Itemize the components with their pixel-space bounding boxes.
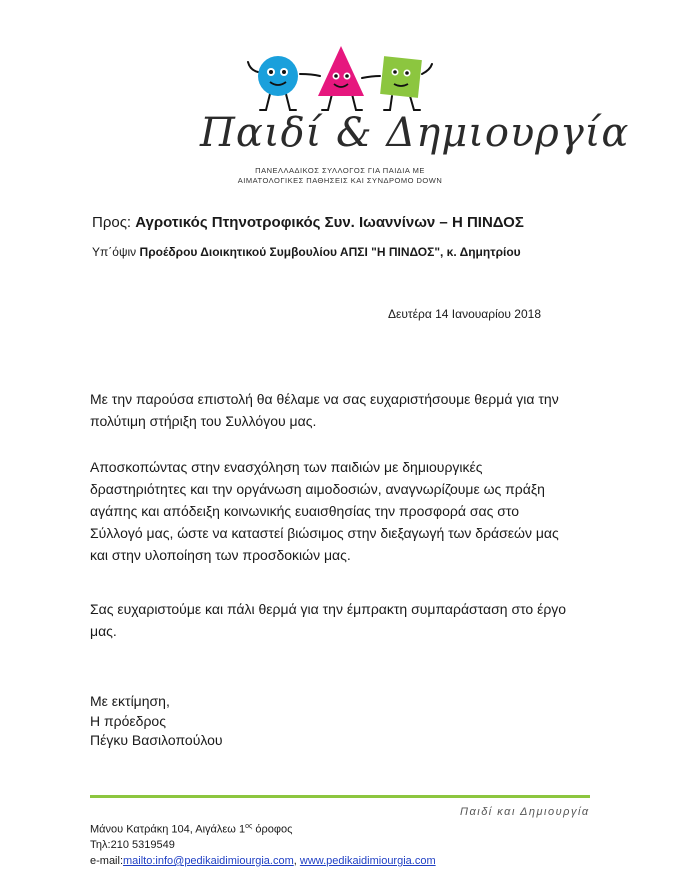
paragraph-line: μας. bbox=[90, 623, 117, 639]
email-link[interactable]: mailto:info@pedikaidimiourgia.com bbox=[123, 855, 294, 867]
logo-characters bbox=[240, 40, 440, 120]
logo-subtitle-line-2: ΑΙΜΑΤΟΛΟΓΙΚΕΣ ΠΑΘΗΣΕΙΣ ΚΑΙ ΣΥΝΔΡΟΜΟ DOWN bbox=[237, 176, 443, 185]
footer-contact bbox=[90, 855, 436, 867]
logo-wordmark: Παιδί & Δημιουργία bbox=[200, 110, 630, 156]
recipient-name: Αγροτικός Πτηνοτροφικός Συν. Ιωαννίνων – Η ΠΙΝΔΟΣ bbox=[135, 214, 524, 231]
footer-address-sup: ος bbox=[245, 823, 253, 830]
website-link[interactable]: www.pedikaidimiourgia.com bbox=[299, 855, 436, 867]
footer-address bbox=[90, 823, 292, 836]
signature-closing: Με εκτίμηση, bbox=[90, 693, 170, 709]
paragraph-1 bbox=[90, 388, 600, 432]
signature-role: Η πρόεδρος bbox=[90, 712, 166, 729]
footer-brand: Παιδί και Δημιουργία bbox=[460, 806, 590, 818]
paragraph-line: αγάπης και απόδειξη κοινωνικής ευαισθησίας την προσφορά σας στο bbox=[90, 503, 520, 519]
letter-date: Δευτέρα 14 Ιανουαρίου 2018 bbox=[388, 307, 541, 321]
paragraph-line: Με την παρούσα επιστολή θα θέλαμε να σας ευχαριστήσουμε θερμά για την bbox=[90, 391, 559, 407]
paragraph-line: Σύλλογό μας, ώστε να καταστεί βιώσιμος στην διεξαγωγή των δράσεών μας bbox=[90, 525, 559, 541]
footer-email-label: e-mail: bbox=[90, 855, 124, 867]
paragraph-line: Αποσκοπώντας στην ενασχόληση των παιδιών με δημιουργικές bbox=[90, 459, 483, 475]
recipient-prefix: Προς: bbox=[92, 214, 132, 231]
signature-block bbox=[90, 692, 223, 751]
paragraph-line: Σας ευχαριστούμε και πάλι θερμά για την έμπρακτη συμπαράσταση στο έργο bbox=[90, 601, 567, 617]
attention-name: Προέδρου Διοικητικού Συμβουλίου ΑΠΣΙ "Η ΠΙΝΔΟΣ", κ. Δημητρίου bbox=[139, 245, 521, 259]
attention-line bbox=[92, 245, 521, 259]
footer-phone: Τηλ:210 5319549 bbox=[90, 839, 175, 851]
recipient-line bbox=[92, 214, 524, 231]
paragraph-line: και στην υλοποίηση των προσδοκιών μας. bbox=[90, 547, 351, 563]
paragraph-2 bbox=[90, 456, 600, 566]
signature-name: Πέγκυ Βασιλοπούλου bbox=[90, 732, 223, 748]
attention-prefix: Υπ΄όψιν bbox=[92, 245, 137, 259]
footer-separator: , bbox=[293, 855, 300, 867]
paragraph-3 bbox=[90, 598, 600, 642]
logo-subtitle-line-1: ΠΑΝΕΛΛΑΔΙΚΟΣ ΣΥΛΛΟΓΟΣ ΓΙΑ ΠΑΙΔΙΑ ΜΕ bbox=[255, 166, 425, 175]
footer-divider bbox=[90, 795, 590, 798]
footer-address-suffix: όροφος bbox=[252, 823, 293, 836]
paragraph-line: πολύτιμη στήριξη του Συλλόγου μας. bbox=[90, 413, 317, 429]
paragraph-line: δραστηριότητες και την οργάνωση αιμοδοσιών, αναγνωρίζουμε ως πράξη bbox=[90, 481, 545, 497]
footer-address-prefix: Μάνου Κατράκη 104, Αιγάλεω 1 bbox=[90, 823, 246, 836]
